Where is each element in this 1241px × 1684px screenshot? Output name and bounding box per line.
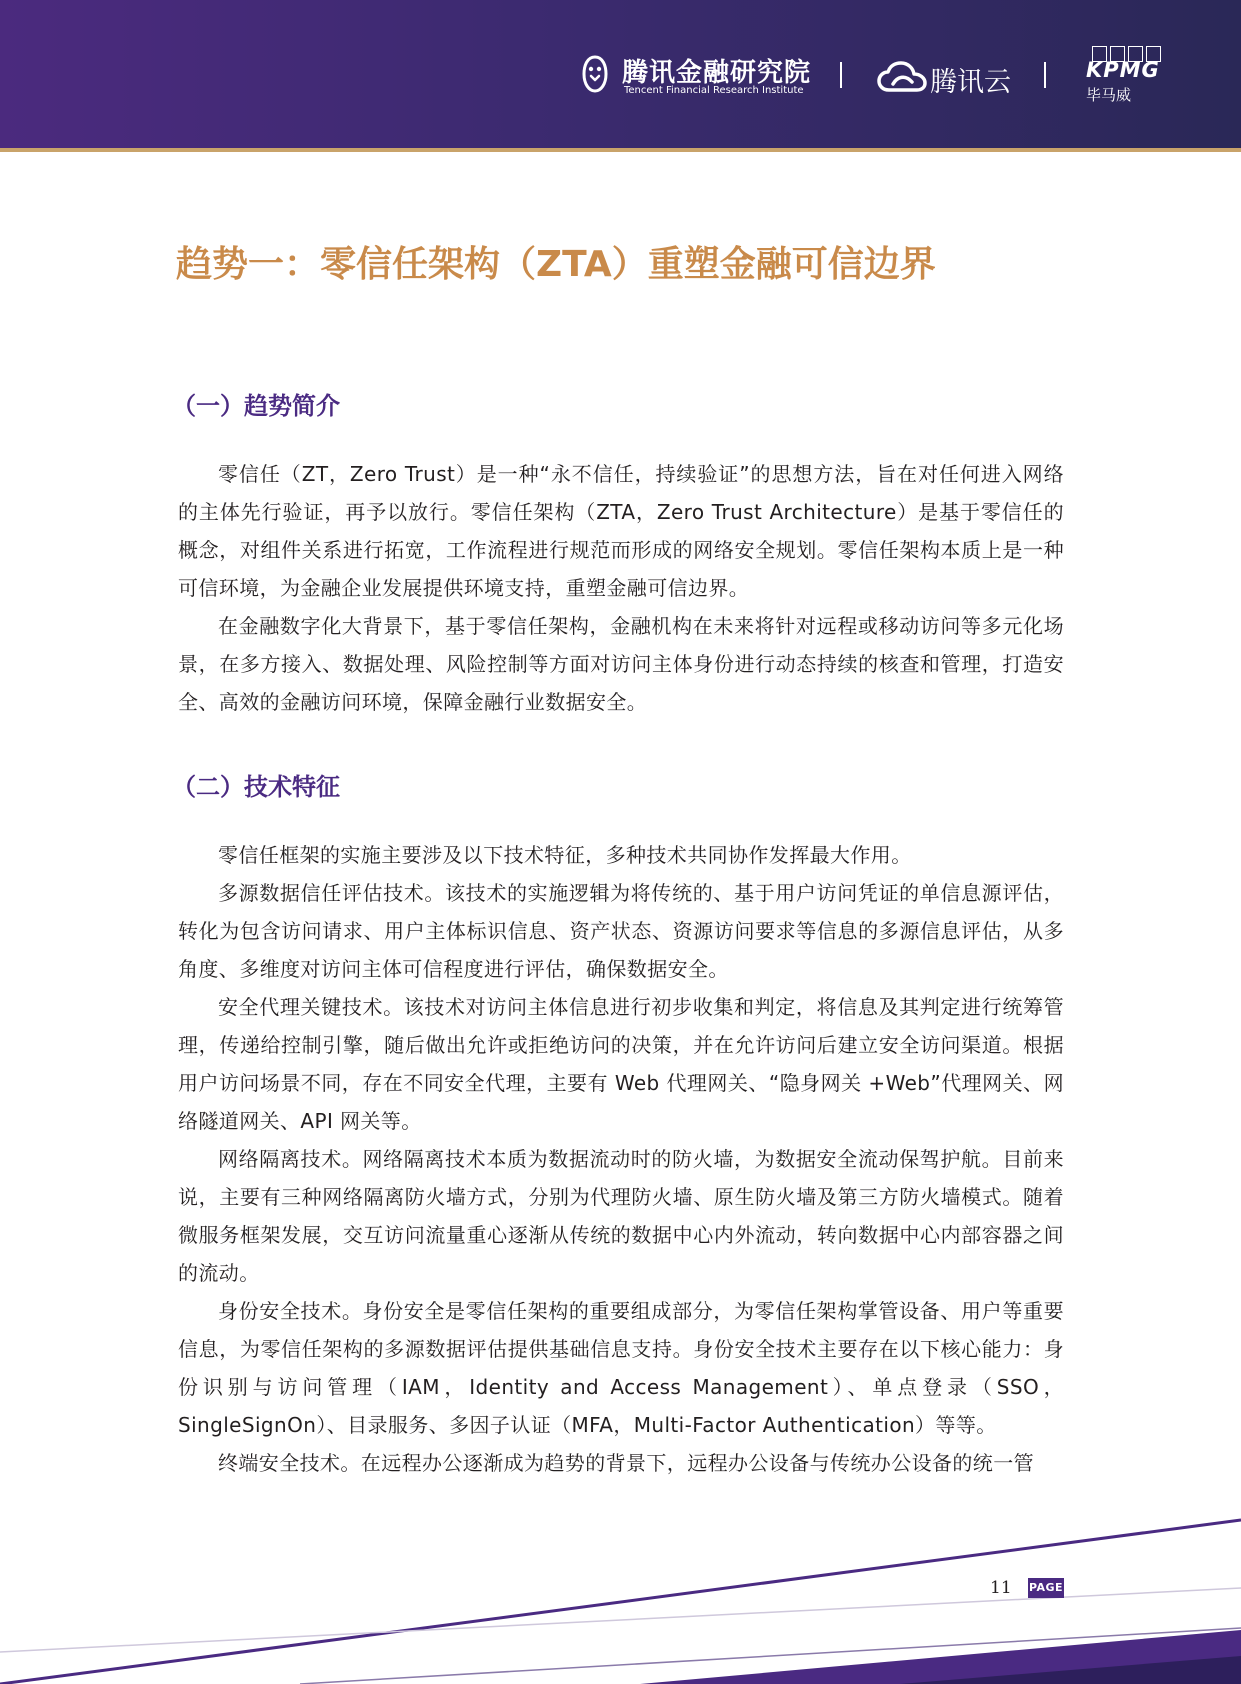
- paragraph: 在金融数字化大背景下，基于零信任架构，金融机构在未来将针对远程或移动访问等多元化场景，在多方接入、数据处理、风险控制等方面对访问主体身份进行动态持续的核查和管理，打造安全、高效的金融访问环境，保障金融行业数据安全。: [178, 614, 1064, 714]
- page-number: 11: [990, 1578, 1012, 1598]
- tencent-finance-institute-english: Tencent Financial Research Institute: [624, 85, 804, 96]
- header-gold-line: [0, 148, 1241, 152]
- tencent-finance-institute-name: 腾讯金融研究院: [622, 58, 812, 88]
- paragraph: 安全代理关键技术。该技术对访问主体信息进行初步收集和判定，将信息及其判定进行统筹管理，传递给控制引擎，随后做出允许或拒绝访问的决策，并在允许访问后建立安全访问渠道。根据用户访问场景不同，存在不同安全代理，主要有 Web 代理网关、“隐身网关 +Web”代理网关、网络隧道网关、API 网关等。: [178, 995, 1064, 1133]
- kpmg-chinese-name: 毕马威: [1086, 86, 1132, 104]
- paragraph: 零信任（ZT，Zero Trust）是一种“永不信任，持续验证”的思想方法，旨在对任何进入网络的主体先行验证，再予以放行。零信任架构（ZTA，Zero Trust Architecture）是基于零信任的概念，对组件关系进行拓宽，工作流程进行规范而形成的网络安全规划。零信任架构本质上是一种可信环境，为金融企业发展提供环境支持，重塑金融可信边界。: [178, 462, 1064, 600]
- tencent-cloud-name: 腾讯云: [930, 67, 1011, 98]
- paragraph: 网络隔离技术。网络隔离技术本质为数据流动时的防火墙，为数据安全流动保驾护航。目前来说，主要有三种网络隔离防火墙方式，分别为代理防火墙、原生防火墙及第三方防火墙模式。随着微服务框架发展，交互访问流量重心逐渐从传统的数据中心内外流动，转向数据中心内部容器之间的流动。: [178, 1147, 1064, 1285]
- header-divider: [1044, 62, 1046, 88]
- kpmg-logo-word: KPMG: [1086, 58, 1160, 82]
- page-label: PAGE: [1028, 1578, 1064, 1598]
- page-header-band: [0, 0, 1241, 148]
- header-divider: [840, 62, 842, 88]
- tencent-finance-penguin-icon: [580, 54, 610, 94]
- paragraph: 零信任框架的实施主要涉及以下技术特征，多种技术共同协作发挥最大作用。: [218, 843, 912, 867]
- paragraph: 多源数据信任评估技术。该技术的实施逻辑为将传统的、基于用户访问凭证的单信息源评估，转化为包含访问请求、用户主体标识信息、资产状态、资源访问要求等信息的多源信息评估，从多角度、多维度对访问主体可信程度进行评估，确保数据安全。: [178, 881, 1064, 981]
- section-heading-technical-features: （二）技术特征: [172, 773, 340, 801]
- tencent-cloud-icon: [876, 60, 928, 96]
- page-title: 趋势一：零信任架构（ZTA）重塑金融可信边界: [176, 244, 936, 285]
- section-heading-overview: （一）趋势简介: [172, 392, 340, 420]
- paragraph: 终端安全技术。在远程办公逐渐成为趋势的背景下，远程办公设备与传统办公设备的统一管: [218, 1451, 1034, 1475]
- paragraph: 身份安全技术。身份安全是零信任架构的重要组成部分，为零信任架构掌管设备、用户等重要信息，为零信任架构的多源数据评估提供基础信息支持。身份安全技术主要存在以下核心能力：身份识别与访问管理（IAM，Identity and Access Management）、单点登录（SSO，SingleSignOn）、目录服务、多因子认证（MFA，Multi-Factor Authentication）等等。: [178, 1299, 1064, 1437]
